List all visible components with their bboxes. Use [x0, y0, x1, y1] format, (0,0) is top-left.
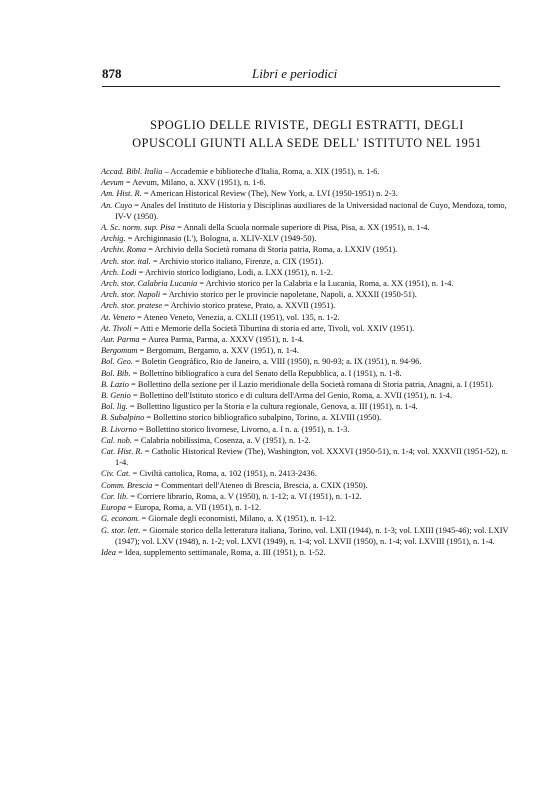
entry-description: Catholic Historical Review (The), Washington, vol. XXXVI (1950-51), n. 1-4; vol. XXXVII (1951-52), n. 1-4. [115, 447, 508, 468]
entry-abbreviation: G. econom. [101, 514, 140, 524]
entry-separator: = [125, 234, 135, 244]
entry-description: Accademie e biblioteche d'Italia, Roma, a. XIX (1951), n. 1-6. [170, 167, 380, 176]
entry-separator: = [115, 547, 125, 557]
entry-separator: = [142, 447, 152, 457]
entry-description: Bollettino della sezione per il Lazio meridionale della Società romana di Storia patria, Anagni, a. I (1951). [137, 379, 494, 389]
entry-separator: = [123, 178, 133, 188]
list-item [101, 200, 513, 222]
entry-description: American Historical Review (The), New York, a. LVI (1950-1951) n. 2-3. [150, 189, 398, 199]
entry-separator: = [128, 491, 138, 501]
entry-abbreviation: Comm. Brescia [101, 480, 153, 490]
entry-separator: = [140, 525, 150, 535]
entry-abbreviation: Europa [101, 503, 126, 513]
section-title-line: SPOGLIO DELLE RIVISTE, DEGLI ESTRATTI, DEGLI [150, 118, 464, 132]
entry-description: Calabria nobilissima, Cosenza, a. V (1951), n. 1-2. [140, 435, 311, 445]
entry-abbreviation: Arch. Lodi [101, 267, 137, 277]
list-item [101, 256, 513, 267]
list-item [101, 390, 513, 401]
entry-description: Civiltà cattolica, Roma, a. 102 (1951), n. 2413-2436. [139, 469, 317, 479]
list-item [101, 412, 513, 423]
list-item [101, 368, 513, 379]
entry-abbreviation: Arch. stor. pratese [101, 301, 163, 311]
entry-description: Bollettino storico bibliografico subalpino, Torino, a. XLVIII (1950). [153, 413, 382, 423]
entry-abbreviation: G. stor. lett. [101, 525, 141, 535]
entry-abbreviation: Bol. lig. [101, 402, 128, 412]
entry-description: Archivio storico pratese, Prato, a. XXVII (1951). [170, 301, 336, 311]
entry-abbreviation: Cal. nob. [101, 435, 132, 445]
list-item [101, 401, 513, 412]
entry-abbreviation: Am. Hist. R. [101, 189, 142, 199]
entry-separator: = [141, 189, 151, 199]
entry-separator: = [197, 279, 206, 289]
entry-description: Ateneo Veneto, Venezia, a. CXLII (1951), vol. 135, n. 1-2. [143, 312, 340, 322]
list-item [101, 525, 513, 547]
entry-separator: = [139, 514, 149, 524]
list-item [101, 289, 513, 300]
entry-description: Annali della Scuola normale superiore di Pisa, Pisa, a. XX (1951), n. 1-4. [183, 223, 430, 233]
list-item [101, 513, 513, 524]
entry-description: Archivio storico per la Calabria e la Lucania, Roma, a. XX (1951), n. 1-4. [205, 279, 454, 289]
list-item [101, 468, 513, 479]
entry-description: Commentari dell'Ateneo di Brescia, Brescia, a. CXIX (1950). [161, 480, 368, 490]
entry-description: Bollettino dell'Istituto storico e di cultura dell'Arma del Genio, Roma, a. XVII (1951), n. 1-4. [139, 391, 453, 401]
list-item [101, 166, 513, 177]
entry-abbreviation: Bol. Geo. [101, 357, 133, 367]
entry-abbreviation: B. Subalpino [101, 413, 145, 423]
list-item [101, 278, 513, 289]
list-item [101, 379, 513, 390]
entry-separator: = [130, 469, 140, 479]
entry-description: Bollettino ligustico per la Storia e la cultura regionale, Genova, a. III (1951), n. 1-4. [136, 402, 418, 412]
entry-separator: = [128, 379, 138, 389]
entry-abbreviation: At. Tivoli [101, 323, 132, 333]
entry-separator: = [130, 391, 140, 401]
entry-description: Giornale storico della letteratura italiana, Torino, vol. LXII (1944), n. 1-3; vol. LXIII (1945-46); vol. LXIV (1947); vol. LXV (1948), n. 1-2; vol. LXVI (1949), n. 1-4; vol. LXVII (1950), n. 1-4; vol. LXVIII (1951), n. 1-4. [115, 525, 509, 546]
entry-separator: = [131, 435, 141, 445]
entry-description: Giornale degli economisti, Milano, a. X (1951), n. 1-12. [148, 514, 337, 524]
entry-description: Anales del Instituto de Historia y Disciplinas auxiliares de la Universidad nacional de Cuyo, Mendoza, tomo, IV-V (1950). [115, 200, 507, 221]
entry-description: Corriere librario, Roma, a. V (1950), n. 1-12; a. VI (1951), n. 1-12. [137, 491, 362, 501]
entry-description: Atti e Memorie della Società Tiburtina di storia ed arte, Tivoli, vol. XXIV (1951). [140, 323, 415, 333]
list-item [101, 177, 513, 188]
list-item [101, 547, 513, 558]
entry-abbreviation: Archig. [101, 234, 126, 244]
list-item [101, 188, 513, 199]
entry-abbreviation: Archiv. Roma [101, 245, 147, 255]
entry-separator: = [130, 368, 140, 378]
entry-abbreviation: Aevum [101, 178, 124, 188]
list-item [101, 300, 513, 311]
entry-abbreviation: Aur. Parma [101, 335, 140, 345]
list-item [101, 491, 513, 502]
entry-separator: = [132, 357, 142, 367]
list-item [101, 480, 513, 491]
entry-abbreviation: Idea [101, 547, 116, 557]
entry-description: Archivio della Società romana di Storia patria, Roma, a. LXXIV (1951). [154, 245, 398, 255]
list-item [101, 502, 513, 513]
entry-abbreviation: At. Veneto [101, 312, 135, 322]
entry-description: Europa, Roma, a. VII (1951), n. 1-12. [134, 503, 262, 513]
entry-separator: = [132, 200, 141, 210]
list-item [101, 233, 513, 244]
entry-description: Archivio storico lodigiano, Lodi, a. LXX (1951), n. 1-2. [144, 267, 333, 277]
list-item [101, 334, 513, 345]
list-item [101, 244, 513, 255]
entry-description: Archiginnasio (L'), Bologna, a. XLIV-XLV (1949-50). [134, 234, 317, 244]
entry-description: Bollettino bibliografico a cura del Senato della Repubblica, a. I (1951), n. 1-8. [139, 368, 402, 378]
entry-separator: – [162, 167, 171, 176]
entry-description: Bergomum, Bergamo, a. XXV (1951), n. 1-4. [146, 346, 299, 356]
entry-abbreviation: B. Livorno [101, 424, 137, 434]
entry-separator: = [152, 480, 162, 490]
entry-description: Archivio storico italiano, Firenze, a. CIX (1951). [159, 256, 324, 266]
entry-separator: = [139, 335, 149, 345]
list-item [101, 267, 513, 278]
entry-abbreviation: Cat. Hist. R. [101, 447, 143, 457]
entry-description: Idea, supplemento settimanale, Roma, a. III (1951), n. 1-52. [124, 547, 326, 557]
entry-separator: = [127, 402, 137, 412]
entry-separator: = [137, 346, 147, 356]
entry-separator: = [160, 290, 169, 300]
list-item [101, 424, 513, 435]
list-item [101, 446, 513, 468]
list-item [101, 323, 513, 334]
entry-separator: = [150, 256, 160, 266]
entry-separator: = [162, 301, 171, 311]
entry-separator: = [144, 413, 154, 423]
entry-description: Archivio storico per le provincie napoletane, Napoli, a. XXXII (1950-51). [168, 290, 417, 300]
entry-abbreviation: Bergomum [101, 346, 138, 356]
entry-abbreviation: Arch. stor. Napoli [101, 290, 161, 300]
section-title [102, 116, 512, 152]
list-item [101, 222, 513, 233]
entry-separator: = [125, 503, 135, 513]
entry-abbreviation: Arch. stor. ital. [101, 256, 151, 266]
entry-separator: = [146, 245, 155, 255]
entries-list [101, 166, 513, 558]
entry-separator: = [131, 323, 141, 333]
entry-abbreviation: Accad. Bibl. Italia [101, 167, 163, 176]
running-title: Libri e periodici [252, 66, 338, 81]
entry-description: Aurea Parma, Parma, a. XXXV (1951), n. 1-4. [148, 335, 304, 345]
page-header [102, 66, 502, 82]
entry-separator: = [136, 267, 145, 277]
entry-separator: = [134, 312, 144, 322]
entry-description: Aevum, Milano, a. XXV (1951), n. 1-6. [132, 178, 266, 188]
entry-abbreviation: An. Cuyo [101, 200, 133, 210]
entry-description: Bollettino storico livornese, Livorno, a. I n. a. (1951), n. 1-3. [145, 424, 350, 434]
entry-abbreviation: Cor. lib. [101, 491, 129, 501]
entry-abbreviation: Civ. Cat. [101, 469, 131, 479]
list-item [101, 312, 513, 323]
list-item [101, 435, 513, 446]
list-item [101, 356, 513, 367]
entry-description: Boletin Geográfico, Rio de Janeiro, a. VIII (1950), n. 90-93; a. IX (1951), n. 94-96. [141, 357, 422, 367]
entry-abbreviation: B. Lazio [101, 379, 129, 389]
entry-abbreviation: B. Genio [101, 391, 131, 401]
section-title-line: OPUSCOLI GIUNTI ALLA SEDE DELL' ISTITUTO NEL 1951 [132, 136, 482, 150]
list-item [101, 345, 513, 356]
entry-abbreviation: Bol. Bib. [101, 368, 131, 378]
entry-separator: = [136, 424, 146, 434]
header-rule [102, 86, 500, 87]
entry-separator: = [174, 223, 184, 233]
page-number: 878 [102, 66, 122, 81]
entry-abbreviation: A. Sc. norm. sup. Pisa [101, 223, 175, 233]
entry-abbreviation: Arch. stor. Calabria Lucania [101, 279, 198, 289]
